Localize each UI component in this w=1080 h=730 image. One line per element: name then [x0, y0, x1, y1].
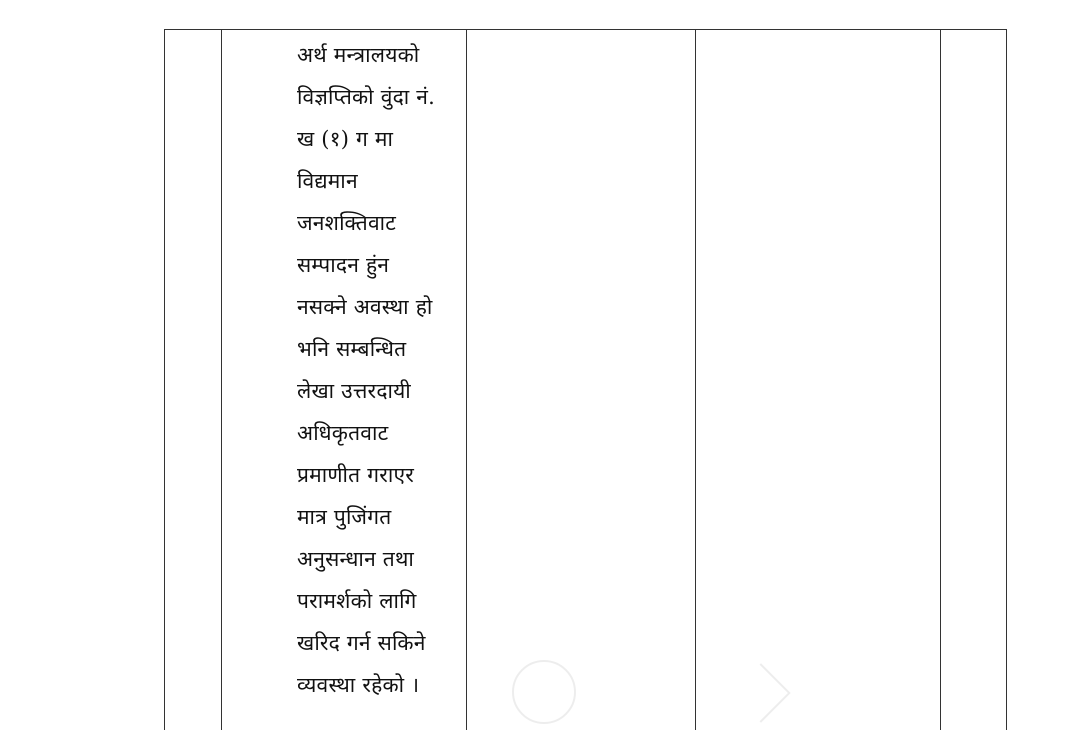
description-line: सम्पादन हुंन — [297, 253, 390, 277]
description-line: व्यवस्था रहेको । — [297, 673, 420, 697]
watermark-mark — [512, 660, 576, 724]
table-cell-description — [222, 30, 467, 730]
description-line: विद्यमान — [297, 169, 358, 193]
table-cell-empty — [941, 30, 1005, 730]
description-line: मात्र पुजिंगत — [297, 505, 392, 529]
document-table — [164, 29, 1007, 730]
description-line: ख (१) ग मा — [297, 127, 394, 151]
description-line: प्रमाणीत गराएर — [297, 463, 415, 487]
description-line: अधिकृतवाट — [297, 421, 389, 445]
table-cell-empty — [467, 30, 695, 730]
description-line: अनुसन्धान तथा — [297, 547, 415, 571]
description-line: अर्थ मन्त्रालयको — [297, 43, 420, 67]
description-line: जनशक्तिवाट — [297, 211, 397, 235]
table-cell-serial — [165, 30, 221, 730]
description-line: नसक्ने अवस्था हो — [297, 295, 433, 319]
description-line: भनि सम्बन्धित — [297, 337, 407, 361]
description-line: परामर्शको लागि — [297, 589, 417, 613]
table-cell-empty — [696, 30, 940, 730]
description-line: विज्ञप्तिको वुंदा नं. — [297, 85, 435, 109]
description-line: खरिद गर्न सकिने — [297, 631, 426, 655]
description-line: लेखा उत्तरदायी — [297, 379, 411, 403]
